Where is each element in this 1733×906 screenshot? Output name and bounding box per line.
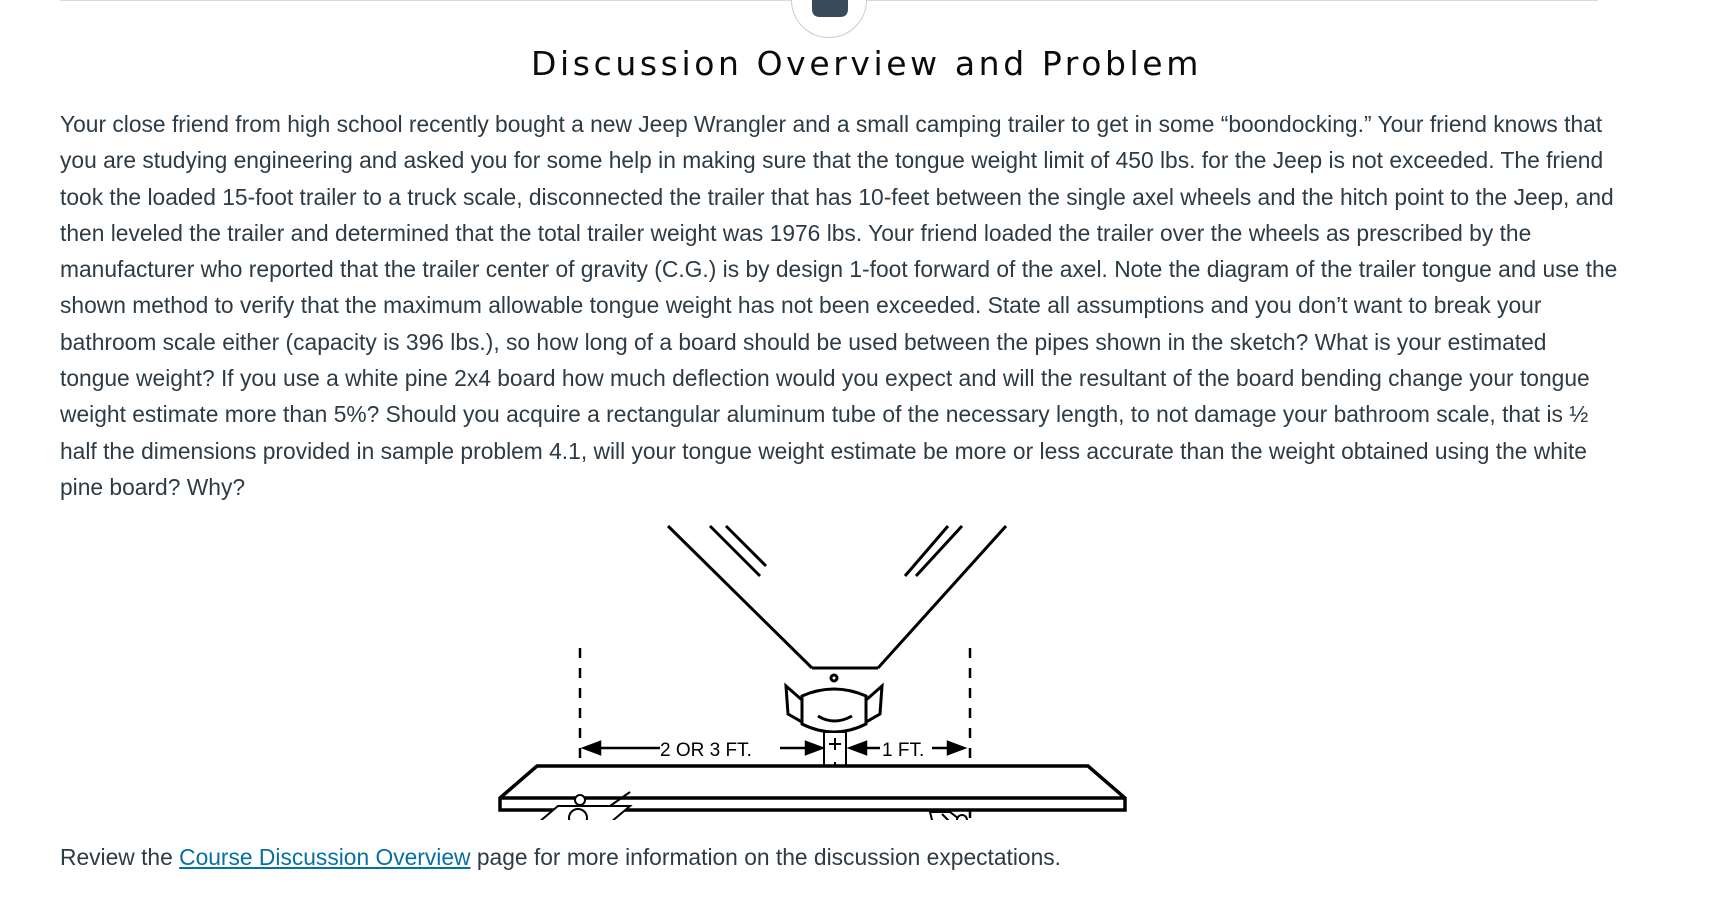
trailer-tongue-frame [668,526,1006,668]
review-prefix: Review the [60,844,180,870]
hitch-coupler [786,675,882,732]
dimension-label-right: 1 FT. [882,740,925,761]
comment-icon [810,0,850,21]
trailer-tongue-diagram [480,518,1140,820]
board [500,766,1125,810]
problem-statement: Your close friend from high school recently bought a new Jeep Wrangler and a small camping trailer to get in some “boondocking.” Your friend knows that you are studying engineering and asked you for some help in making sure that the tongue weight limit of 450 lbs. for the Jeep is not exceeded. The friend took the loaded 15-foot trailer to a truck scale, disconnected the trailer that has 10-feet between the single axel wheels and the hitch point to the Jeep, and then leveled the trailer and determined that the total trailer weight was 1976 lbs. Your friend loaded the trailer over the wheels as prescribed by the manufacturer who reported that the trailer center of gravity (C.G.) is by design 1-foot forward of the axel. Note the diagram of the trailer tongue and use the shown method to verify that the maximum allowable tongue weight has not been exceeded. State all assumptions and you don’t want to break your bathroom scale either (capacity is 396 lbs.), so how long of a board should be used between the pipes shown in the sketch? What is your estimated tongue weight? If you use a white pine 2x4 board how much deflection would you expect and will the resultant of the board bending change your tongue weight estimate more than 5%? Should you acquire a rectangular aluminum tube of the necessary length, to not damage your bathroom scale, that is ½ half the dimensions provided in sample problem 4.1, will your tongue weight estimate be more or less accurate than the weight obtained using the white pine board? Why? [60,111,1618,500]
course-discussion-overview-link[interactable]: Course Discussion Overview [179,844,471,870]
comment-button[interactable] [791,0,867,38]
dimension-label-left: 2 OR 3 FT. [660,740,752,761]
page-title: Discussion Overview and Problem [531,44,1202,83]
review-suffix: page for more information on the discussion expectations. [470,844,1062,870]
review-paragraph [60,839,1061,875]
